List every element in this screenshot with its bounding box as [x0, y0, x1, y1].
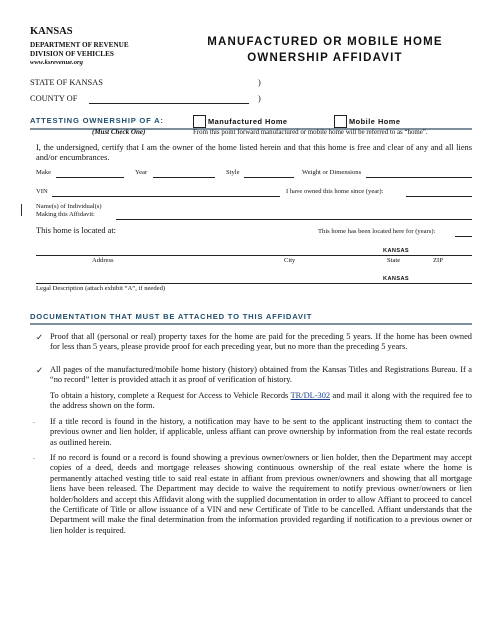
venue-paren-2: )	[258, 94, 261, 103]
attesting-heading: ATTESTING OWNERSHIP OF A:	[30, 116, 164, 125]
home-definition-note: From this point forward manufactured or mobile home will be referred to as “home”.	[193, 129, 428, 136]
doc-item-no-record: If no record is found or a record is found showing a previous owner/owners or lien holder, then the Department may accept copies of a deed, deeds and mortgage releases showing continuous ownership of the real estate where the home is permanently attached vesting title to said real estate in affiant from previous owner/owners and showing that all mortgage liens have been released. The Department may decide to waive the requirement to notify previous owner/owners or lien holder/holders and accept this Affidavit along with the supplied documentation in order to allow Affiant to proceed to cancel the Certificate of Title or allow issuance of a VIN and new Certificate of Title to be cancelled. Affiant understands that the Department will make the final determination from the information provided regarding if notification to a previous owner or lien holder is required.	[50, 453, 472, 535]
legal-description-label: Legal Description (attach exhibit “A”, if needed)	[36, 285, 166, 292]
check-bullet-1: ✓	[36, 332, 44, 342]
make-input-line[interactable]	[56, 177, 124, 178]
agency-department: DEPARTMENT OF REVENUE	[30, 41, 129, 49]
zip-label: ZIP	[433, 257, 443, 264]
mobile-home-checkbox[interactable]	[334, 115, 347, 128]
names-label-line2: Making this Affidavit:	[36, 211, 95, 218]
agency-division: DIVISION OF VEHICLES	[30, 50, 114, 58]
owned-since-input-line[interactable]	[406, 196, 472, 197]
doc-item-title-record: If a title record is found in the history, a notification may have to be sent to the applicant instructing them to contact the previous owner and lien holder, if applicable, unless affiant can prove ownership by information from the real estate records as outlined herein.	[50, 417, 472, 447]
state-prefill: KANSAS	[383, 248, 410, 254]
names-label-line1: Name(s) of Individual(s)	[36, 203, 102, 210]
address-label: Address	[92, 257, 114, 264]
style-input-line[interactable]	[244, 177, 294, 178]
year-input-line[interactable]	[153, 177, 215, 178]
style-label: Style	[226, 169, 240, 176]
state-prefill-2: KANSAS	[383, 276, 410, 282]
doc-item-taxes: Proof that all (personal or real) property taxes for the home are paid for the preceding 5 years. If the home has been owned for less than 5 years, please provide proof for each preceding year, but no more than the preceding 5 years.	[50, 332, 472, 352]
mobile-home-label: Mobile Home	[349, 117, 401, 126]
history-instructions-post: and mail it along with the required fee to the address shown on the form.	[50, 391, 472, 411]
address-input-line[interactable]	[36, 255, 472, 256]
dash-bullet-2: -	[33, 456, 35, 462]
located-at-label: This home is located at:	[36, 226, 117, 235]
county-input-line[interactable]	[89, 103, 249, 104]
manufactured-home-label: Manufactured Home	[208, 117, 288, 126]
make-label: Make	[36, 169, 52, 176]
located-years-label: This home has been located here for (years):	[318, 228, 436, 235]
doc-item-history: All pages of the manufactured/mobile home history (history) obtained from the Kansas Titles and Registrations Bureau. If a “no record” letter is provided attach it as proof of verification of history.	[50, 365, 472, 385]
legal-description-input-line[interactable]	[36, 283, 472, 284]
located-years-input-line[interactable]	[455, 236, 472, 237]
check-bullet-2: ✓	[36, 365, 44, 375]
form-title-line2: OWNERSHIP AFFIDAVIT	[247, 52, 403, 64]
vin-label: VIN	[36, 188, 48, 195]
weight-input-line[interactable]	[366, 177, 472, 178]
form-title-line1: MANUFACTURED OR MOBILE HOME	[207, 36, 443, 48]
names-input-line[interactable]	[116, 219, 472, 220]
weight-label: Weight or Dimensions	[302, 169, 362, 176]
owned-since-label: I have owned this home since (year):	[286, 188, 384, 195]
city-label: City	[284, 257, 296, 264]
dash-bullet-1: -	[33, 420, 35, 426]
text-cursor-marker	[21, 204, 22, 216]
certification-statement: I, the undersigned, certify that I am the owner of the home listed herein and that this home is free and clear of any and all liens and/or encumbrances.	[36, 143, 472, 163]
venue-paren-1: )	[258, 78, 261, 87]
documentation-heading: DOCUMENTATION THAT MUST BE ATTACHED TO THIS AFFIDAVIT	[30, 312, 313, 321]
must-check-note: (Must Check One)	[92, 128, 146, 136]
doc-history-instructions	[50, 391, 472, 412]
documentation-section-bar	[30, 323, 472, 325]
year-label: Year	[135, 169, 148, 176]
agency-url: www.ksrevenue.org	[30, 59, 83, 66]
state-of-kansas-label: STATE OF KANSAS	[30, 78, 103, 87]
county-of-label: COUNTY OF	[30, 94, 78, 103]
vin-input-line[interactable]	[52, 196, 280, 197]
manufactured-home-checkbox[interactable]	[193, 115, 206, 128]
tr-dl-302-link[interactable]: TR/DL-302	[290, 391, 331, 400]
state-label: State	[387, 257, 401, 264]
agency-name: KANSAS	[30, 26, 73, 37]
history-instructions-pre: To obtain a history, complete a Request for Access to Vehicle Records	[50, 391, 291, 400]
